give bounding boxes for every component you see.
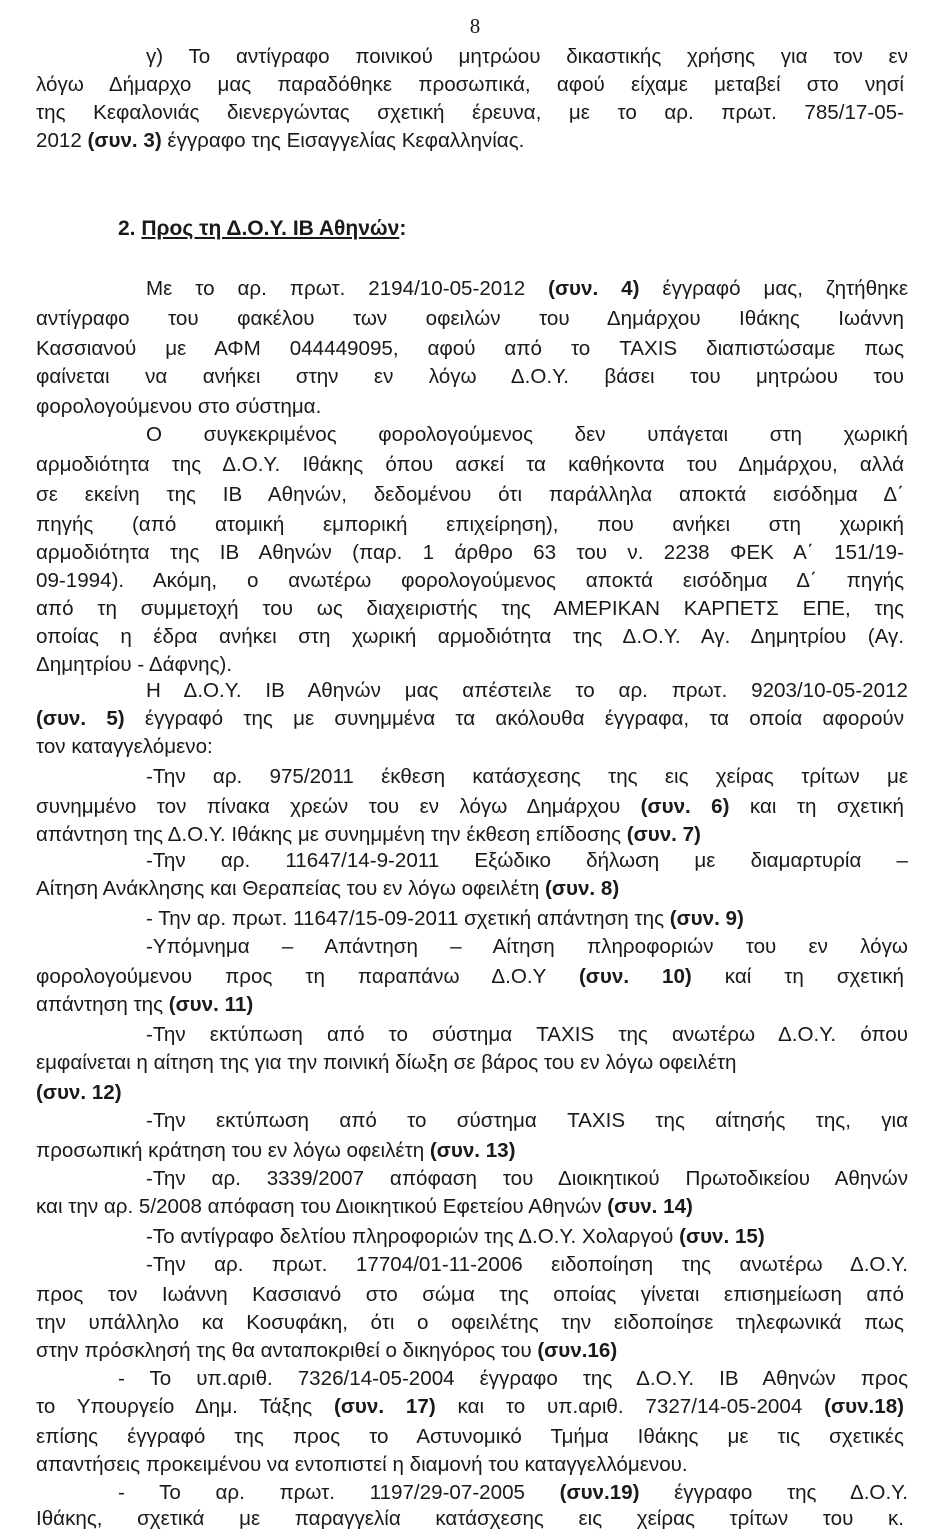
paragraph-line: απάντηση της (συν. 11) [36,993,254,1016]
paragraph-line: φορολογούμενου προς τη παραπάνω Δ.Ο.Υ (συν. 10) καί τη σχετική [36,965,904,988]
paragraph-line: επίσης έγγραφό της προς το Αστυνομικό Τμήμα Ιθάκης με τις σχετικές [36,1425,904,1448]
paragraph-line: απάντηση της Δ.Ο.Υ. Ιθάκης με συνημμένη την έκθεση επίδοσης (συν. 7) [36,823,701,846]
paragraph-line: προσωπική κράτηση του εν λόγω οφειλέτη (συν. 13) [36,1139,516,1162]
paragraph-line: αρμοδιότητα της Δ.Ο.Υ. Ιθάκης όπου ασκεί τα καθήκοντα του Δημάρχου, αλλά [36,453,904,476]
list-item: - Το υπ.αριθ. 7326/14-05-2004 έγγραφο της Δ.Ο.Υ. ΙΒ Αθηνών προς [118,1367,908,1390]
paragraph-line: εμφαίνεται η αίτηση της για την ποινική δίωξη σε βάρος του εν λόγω οφειλέτη [36,1051,737,1074]
paragraph-line: αντίγραφο του φακέλου των οφειλών του Δημάρχου Ιθάκης Ιωάννη [36,307,904,330]
paragraph-line: λόγω Δήμαρχο μας παραδόθηκε προσωπικά, αφού είχαμε μεταβεί στο νησί [36,73,904,96]
list-item: -Την εκτύπωση από το σύστημα TAXIS της αίτησής της, για [146,1109,908,1132]
paragraph-line: στην πρόσκλησή της θα ανταποκριθεί ο δικηγόρος του (συν.16) [36,1339,618,1362]
paragraph-line: Αίτηση Ανάκλησης και Θεραπείας του εν λόγω οφειλέτη (συν. 8) [36,877,620,900]
list-item: -Την αρ. πρωτ. 17704/01-11-2006 ειδοποίηση της ανωτέρω Δ.Ο.Υ. [146,1253,908,1276]
paragraph-line: απαντήσεις προκειμένου να εντοπιστεί η διαμονή του καταγγελλόμενου. [36,1453,688,1476]
list-item: -Υπόμνημα – Απάντηση – Αίτηση πληροφοριών του εν λόγω [146,935,908,958]
paragraph-line: 09-1994). Ακόμη, ο ανωτέρω φορολογούμενος αποκτά εισόδημα Δ΄ πηγής [36,569,904,592]
paragraph-line: φαίνεται να ανήκει στην εν λόγω Δ.Ο.Υ. βάσει του μητρώου του [36,365,904,388]
paragraph-line: Κασσιανού με ΑΦΜ 044449095, αφού από το TAXIS διαπιστώσαμε πως [36,337,904,360]
section-heading [118,216,518,242]
paragraph-line: φορολογούμενου στο σύστημα. [36,395,322,418]
paragraph-line: Με το αρ. πρωτ. 2194/10-05-2012 (συν. 4) έγγραφό μας, ζητήθηκε [146,277,908,300]
list-item: -Την αρ. 975/2011 έκθεση κατάσχεσης της εις χείρας τρίτων με [146,765,908,788]
paragraph-line: Η Δ.Ο.Υ. ΙΒ Αθηνών μας απέστειλε το αρ. πρωτ. 9203/10-05-2012 [146,679,908,702]
paragraph-line: (συν. 12) [36,1081,122,1104]
paragraph-line: 2012 (συν. 3) έγγραφο της Εισαγγελίας Κεφαλληνίας. [36,129,525,152]
paragraph-line: από τη συμμετοχή του ως διαχειριστής της ΑΜΕΡΙΚΑΝ ΚΑΡΠΕΤΣ ΕΠΕ, της [36,597,904,620]
paragraph-line: (συν. 5) έγγραφό της με συνημμένα τα ακόλουθα έγγραφα, τα οποία αφορούν [36,707,904,730]
list-item: -Την αρ. 11647/14-9-2011 Εξώδικο δήλωση με διαμαρτυρία – [146,849,908,872]
paragraph-line: πηγής (από ατομική εμπορική επιχείρηση), που ανήκει στη χωρική [36,513,904,536]
paragraph-line: Ο συγκεκριμένος φορολογούμενος δεν υπάγεται στη χωρική [146,423,908,446]
paragraph-line: και την αρ. 5/2008 απόφαση του Διοικητικού Εφετείου Αθηνών (συν. 14) [36,1195,693,1218]
paragraph-line: Δημητρίου - Δάφνης). [36,653,233,676]
paragraph-line: τον καταγγελόμενο: [36,735,213,758]
list-item: -Την αρ. 3339/2007 απόφαση του Διοικητικού Πρωτοδικείου Αθηνών [146,1167,908,1190]
page-number: 8 [469,14,481,38]
heading-title: Προς τη Δ.Ο.Υ. ΙΒ Αθηνών [141,217,400,240]
heading-colon: : [399,217,407,240]
list-item: - Το αρ. πρωτ. 1197/29-07-2005 (συν.19) έγγραφο της Δ.Ο.Υ. [118,1481,908,1504]
paragraph-line: προς τον Ιωάννη Κασσιανό στο σώμα της οποίας γίνεται επισημείωση από [36,1283,904,1306]
list-item: -Την εκτύπωση από το σύστημα TAXIS της ανωτέρω Δ.Ο.Υ. όπου [146,1023,908,1046]
paragraph-line: οποίας η έδρα ανήκει στη χωρική αρμοδιότητα της Δ.Ο.Υ. Αγ. Δημητρίου (Αγ. [36,625,904,648]
paragraph-line: συνημμένο τον πίνακα χρεών του εν λόγω Δημάρχου (συν. 6) και τη σχετική [36,795,904,818]
paragraph-line: το Υπουργείο Δημ. Τάξης (συν. 17) και το υπ.αριθ. 7327/14-05-2004 (συν.18) [36,1395,904,1418]
heading-number: 2. [118,217,136,240]
paragraph-line: την υπάλληλο κα Κοσυφάκη, ότι ο οφειλέτης την ειδοποίησε τηλεφωνικά πως [36,1311,904,1334]
list-item: - Την αρ. πρωτ. 11647/15-09-2011 σχετική απάντηση της (συν. 9) [146,907,744,930]
paragraph-line: αρμοδιότητα της ΙΒ Αθηνών (παρ. 1 άρθρο 63 του ν. 2238 ΦΕΚ Α΄ 151/19- [36,541,904,564]
paragraph-line: γ) Το αντίγραφο ποινικού μητρώου δικαστικής χρήσης για τον εν [146,45,908,68]
list-item: -Το αντίγραφο δελτίου πληροφοριών της Δ.Ο.Υ. Χολαργού (συν. 15) [146,1225,765,1248]
paragraph-line: της Κεφαλονιάς διενεργώντας σχετική έρευνα, με το αρ. πρωτ. 785/17-05- [36,101,904,124]
paragraph-line: σε εκείνη της ΙΒ Αθηνών, δεδομένου ότι παράλληλα αποκτά εισόδημα Δ΄ [36,483,904,506]
paragraph-line: Ιθάκης, σχετικά με παραγγελία κατάσχεσης εις χείρας τρίτων του κ. [36,1507,904,1530]
